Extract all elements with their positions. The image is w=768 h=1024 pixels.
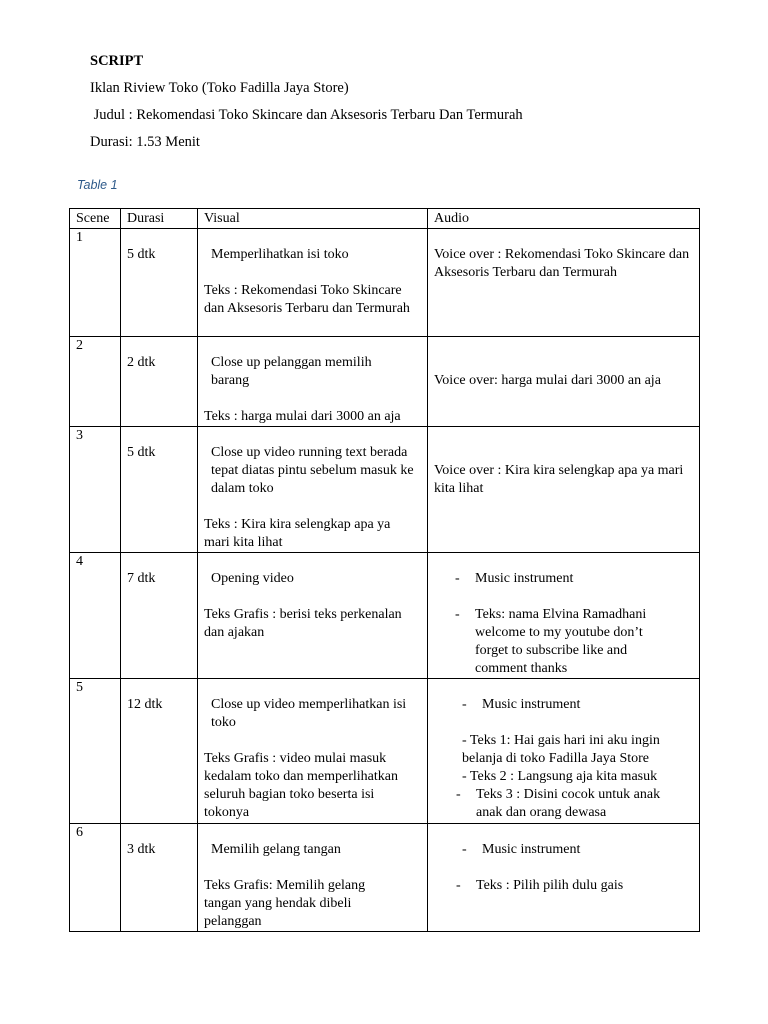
audio-text: Teks: nama Elvina Ramadhani welcome to my youtube don’t forget to subscribe like and comment thanks [475,607,647,676]
header-line-ad: Iklan Riview Toko (Toko Fadilla Jaya Store) [90,80,349,96]
table-row [70,427,700,553]
bullet-dash: - [455,607,460,622]
audio-text: Music instrument [482,697,581,712]
visual-cell [198,553,428,679]
duration-cell: 12 dtk [121,679,198,824]
audio-text: Teks : Pilih pilih dulu gais [476,878,624,893]
audio-text: - Teks 2 : Langsung aja kita masuk [462,769,658,784]
header-audio: Audio [428,209,700,229]
header-durasi: Durasi [121,209,198,229]
audio-text: Voice over : Rekomendasi Toko Skincare dan Aksesoris Terbaru dan Termurah [434,247,690,280]
scene-number: 6 [70,824,121,932]
audio-bullet [456,786,687,822]
audio-bullet [455,570,674,588]
header-line-judul: Judul : Rekomendasi Toko Skincare dan Aksesoris Terbaru Dan Termurah [90,107,523,123]
duration-cell: 3 dtk [121,824,198,932]
bullet-dash: - [456,878,461,893]
audio-cell [428,427,700,553]
table-row [70,824,700,932]
audio-bullet [456,696,687,714]
scene-number: 4 [70,553,121,679]
visual-text: Teks Grafis : berisi teks perkenalan dan ajakan [204,607,402,640]
audio-text: Music instrument [482,842,581,857]
duration-cell: 5 dtk [121,229,198,337]
audio-cell [428,337,700,427]
visual-text: Teks Grafis: Memilih gelang tangan yang hendak dibeli pelanggan [204,878,366,929]
bullet-dash: - [455,571,460,586]
bullet-dash: - [462,697,467,712]
bullet-dash: - [462,842,467,857]
audio-text: Teks 3 : Disini cocok untuk anak anak dan orang dewasa [476,787,661,820]
scene-number: 1 [70,229,121,337]
visual-text: Teks : Kira kira selengkap apa ya mari kita lihat [204,517,391,550]
visual-text: Teks Grafis : video mulai masuk kedalam toko dan memperlihatkan seluruh bagian toko beserta isi tokonya [204,751,398,820]
table-caption: Table 1 [77,178,118,192]
scene-number: 3 [70,427,121,553]
audio-text: Music instrument [475,571,574,586]
document-title: SCRIPT [90,53,144,69]
duration-cell: 2 dtk [121,337,198,427]
visual-cell [198,337,428,427]
duration-cell: 5 dtk [121,427,198,553]
visual-cell [198,679,428,824]
bullet-dash: - [456,787,461,802]
audio-text: Voice over : Kira kira selengkap apa ya mari kita lihat [434,463,684,496]
audio-bullet [456,877,693,895]
audio-text: Voice over: harga mulai dari 3000 an aja [434,373,661,388]
table-row [70,337,700,427]
audio-text: - Teks 1: Hai gais hari ini aku ingin belanja di toko Fadilla Jaya Store [462,733,660,766]
table-row [70,679,700,824]
visual-main: Close up video memperlihatkan isi toko [211,697,407,730]
visual-cell [198,824,428,932]
table-row [70,229,700,337]
scene-number: 5 [70,679,121,824]
audio-bullet [455,606,674,678]
visual-main: Close up video running text berada tepat diatas pintu sebelum masuk ke dalam toko [211,445,414,496]
visual-cell [198,427,428,553]
audio-bullet [456,841,693,859]
scene-number: 2 [70,337,121,427]
table-row [70,553,700,679]
table-header-row [70,209,700,229]
audio-cell [428,679,700,824]
audio-cell [428,553,700,679]
visual-text: Teks : harga mulai dari 3000 an aja [204,409,401,424]
header-visual: Visual [198,209,428,229]
audio-cell [428,229,700,337]
visual-main: Opening video [211,571,294,586]
visual-main: Close up pelanggan memilih barang [211,355,372,388]
visual-main: Memilih gelang tangan [211,842,341,857]
visual-cell [198,229,428,337]
duration-cell: 7 dtk [121,553,198,679]
header-scene: Scene [70,209,121,229]
header-line-durasi: Durasi: 1.53 Menit [90,134,200,150]
visual-text: Teks : Rekomendasi Toko Skincare dan Aksesoris Terbaru dan Termurah [204,283,410,316]
script-table [69,208,700,932]
visual-main: Memperlihatkan isi toko [211,247,349,262]
audio-cell [428,824,700,932]
